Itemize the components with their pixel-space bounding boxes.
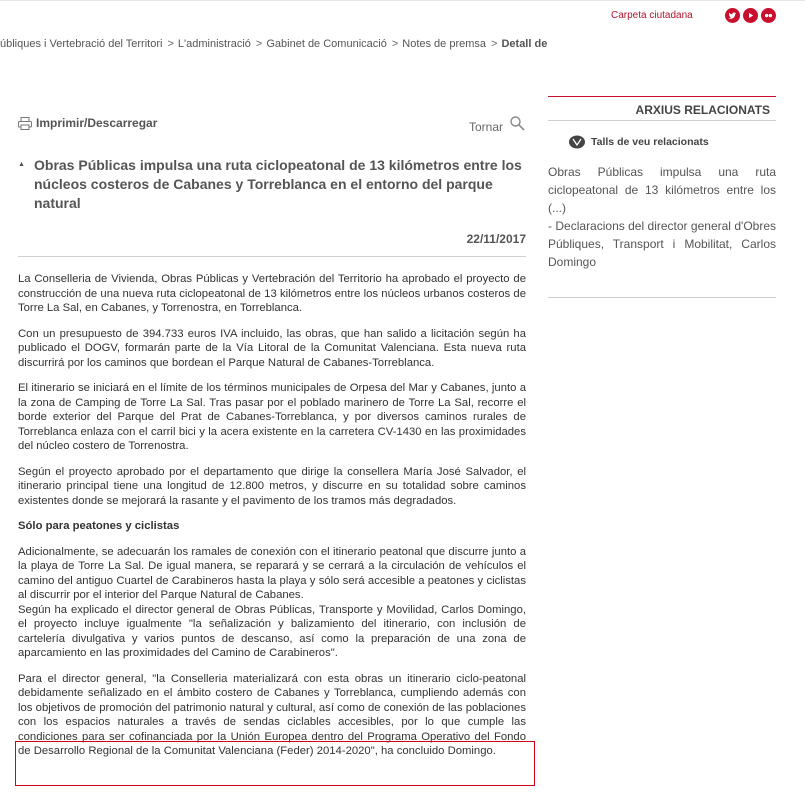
print-download-label: Imprimir/Descarregar (36, 116, 158, 130)
breadcrumb-current: Detall de (501, 38, 548, 50)
article-title: Obras Públicas impulsa una ruta ciclopeatonal de 13 kilómetros entre los núcleos costeros de Cabanes y Torreblanca en el entorno del parque natural (34, 157, 522, 211)
sidebar-divider (548, 120, 776, 121)
article-body (18, 272, 526, 770)
sidebar-related-files (548, 96, 776, 271)
collapse-arrow-icon[interactable]: ▲ (18, 161, 25, 168)
breadcrumb-item[interactable]: Gabinet de Comunicació (266, 38, 387, 50)
sidebar-bottom-border (548, 297, 776, 298)
article-paragraph: Adicionalmente, se adecuarán los ramales de conexión con el itinerario peatonal que discurre junto a la playa de Torre La Sal. De igual manera, se reparará y se cerrará a la circulación de vehículos el camino del antiguo Cuartel de Carabineros hasta la playa y sólo será accesible a peatones y ciclistas al discurrir por el interior del Parque Natural de Cabanes. (18, 545, 526, 601)
print-download-button[interactable] (18, 116, 157, 130)
top-border (0, 0, 805, 1)
article-paragraph: El itinerario se iniciará en el límite de los términos municipales de Orpesa del Mar y Cabanes, junto a la zona de Camping de Torre La Sal. Tras pasar por el poblado marinero de Torre La Sal, recorre el borde exterior del Parque del Prat de Cabanes-Torreblanca, y por diversos caminos rurales de Torreblanca enlaza con el carril bici y la acera existente en la carretera CV-1430 en las proximidades del núcleo costero de Torrenostra. (18, 382, 526, 452)
article-paragraph: Para el director general, "la Conselleria materializará con esta obras un itinerario ciclo-peatonal debidamente señalizado en el ámbito costero de Cabanes y Torreblanca, cumpliendo además con los objetivos de promoción del patrimonio natural y cultural, así como de conexión de las poblaciones con los espacios naturales a través de sendas ciclables accesibles, por lo que cumple las condiciones para ser cofinanciada por la Unión Europea dentro del Programa Operativo del Fondo de Desarrollo Regional de la Comunitat Valenciana (Feder) 2014-2020", ha concluido Domingo. (18, 672, 526, 757)
breadcrumb-separator: > (391, 38, 399, 50)
article-paragraph: Según el proyecto aprobado por el departamento que dirige la consellera María José Salvador, el itinerario principal tiene una longitud de 12.800 metros, y discurre en su totalidad sobre caminos existentes donde se mejorará la rasante y el pavimento de los tramos más degradados. (18, 465, 526, 507)
printer-icon (18, 117, 32, 130)
audio-icon (568, 135, 586, 149)
youtube-icon[interactable] (743, 8, 758, 23)
sidebar-subtitle (548, 135, 776, 149)
sidebar-subtitle-label: Talls de veu relacionats (591, 136, 709, 148)
search-icon[interactable] (509, 115, 525, 131)
breadcrumb-separator: > (167, 38, 174, 50)
breadcrumb-separator: > (491, 38, 498, 50)
carpeta-ciutadana-link[interactable]: Carpeta ciutadana (611, 10, 693, 21)
breadcrumb-item[interactable]: Notes de premsa (402, 38, 487, 50)
flickr-icon[interactable] (761, 8, 776, 23)
article-paragraph: Según ha explicado el director general de Obras Públicas, Transporte y Movilidad, Carlos Domingo, el proyecto incluye igualmente "la señalización y balizamiento del itinerario, con inclusión de cartelería divulgativa y varios puntos de descanso, así como la preparación de una zona de aparcamiento en las proximidades del Camino de Carabineros". (18, 603, 526, 659)
article-paragraph: La Conselleria de Vivienda, Obras Públicas y Vertebración del Territorio ha aprobado el proyecto de construcción de una nueva ruta ciclopeatonal de 13 kilómetros entre los núcleos urbanos costeros de Torre La Sal, en Cabanes, y Torrenostra, en Torreblanca. (18, 273, 526, 314)
breadcrumb-item[interactable]: L'administració (177, 38, 251, 50)
sidebar-related-list (548, 163, 776, 271)
breadcrumb (0, 38, 548, 52)
article-paragraph: Con un presupuesto de 394.733 euros IVA incluido, las obras, que han salido a licitación según ha publicado el DOGV, formarán parte de la Vía Litoral de la Comunitat Valenciana. Esta nueva ruta discurrirá por los caminos que bordean el Parque Natural de Cabanes-Torreblanca. (18, 327, 526, 369)
back-link[interactable]: Tornar (469, 120, 504, 134)
article-subheading: Sólo para peatones y ciclistas (18, 520, 180, 532)
breadcrumb-separator: > (255, 38, 263, 50)
sidebar-related-item[interactable]: Obras Públicas impulsa una ruta ciclopeatonal de 13 kilómetros entre los (...) (548, 165, 776, 215)
sidebar-title: ARXIUS RELACIONATS (635, 103, 770, 117)
article-date: 22/11/2017 (466, 232, 526, 246)
breadcrumb-item[interactable]: úbliques i Vertebració del Territori (0, 38, 163, 50)
sidebar-related-item[interactable]: - Declaracions del director general d'Obres Públiques, Transport i Mobilitat, Carlos Domingo (548, 219, 776, 269)
twitter-icon[interactable] (725, 8, 740, 23)
divider (18, 256, 526, 257)
